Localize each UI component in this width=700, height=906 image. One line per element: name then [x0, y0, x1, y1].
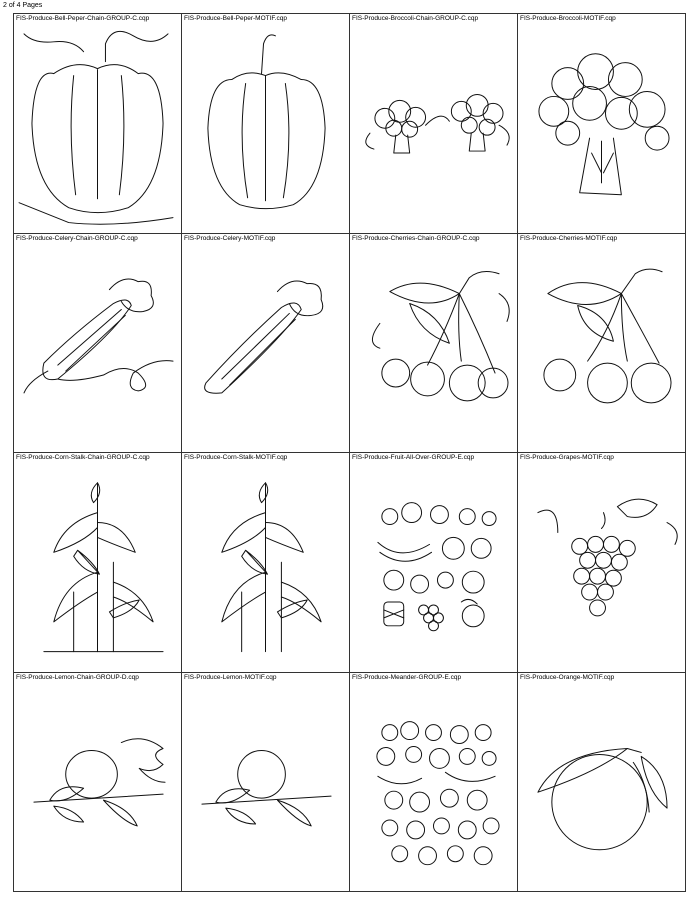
pattern-title: FIS-Produce-Celery-Chain-GROUP-C.cqp [16, 234, 138, 242]
pattern-cell-corn-stalk-chain[interactable] [14, 453, 182, 673]
bell-pepper-chain-icon [14, 14, 181, 233]
pattern-cell-meander[interactable] [350, 673, 518, 893]
pattern-cell-bell-pepper[interactable] [182, 14, 350, 234]
pattern-cell-lemon[interactable] [182, 673, 350, 893]
pattern-title: FIS-Produce-Orange-MOTIF.cqp [520, 673, 615, 681]
pattern-grid [13, 13, 686, 892]
pattern-cell-broccoli-chain[interactable] [350, 14, 518, 234]
grapes-icon [518, 453, 685, 672]
pattern-title: FIS-Produce-Fruit-All-Over-GROUP-E.cqp [352, 454, 475, 461]
cherries-chain-icon [350, 234, 517, 453]
lemon-chain-icon [14, 673, 181, 892]
pattern-cell-celery[interactable] [182, 234, 350, 454]
pattern-cell-grapes[interactable] [518, 453, 686, 673]
pattern-title: FIS-Produce-Grapes-MOTIF.cqp [520, 454, 614, 461]
pattern-title: FIS-Produce-Bell-Peper-MOTIF.cqp [184, 15, 287, 22]
meander-icon [350, 673, 517, 892]
pattern-title: FIS-Produce-Cherries-Chain-GROUP-C.cqp [352, 234, 480, 242]
cherries-icon [518, 234, 685, 453]
broccoli-chain-icon [350, 14, 517, 233]
pattern-title: FIS-Produce-Corn-Stalk-Chain-GROUP-C.cqp [16, 454, 150, 461]
pattern-cell-orange[interactable] [518, 673, 686, 893]
pattern-cell-celery-chain[interactable] [14, 234, 182, 454]
pattern-title: FIS-Produce-Bell-Peper-Chain-GROUP-C.cqp [16, 15, 150, 22]
orange-icon [518, 673, 685, 892]
page-counter: 2 of 4 Pages [3, 2, 43, 9]
bell-pepper-icon [182, 14, 349, 233]
pattern-cell-broccoli[interactable] [518, 14, 686, 234]
pattern-title: FIS-Produce-Lemon-Chain-GROUP-D.cqp [16, 673, 139, 681]
broccoli-icon [518, 14, 685, 233]
corn-stalk-icon [182, 453, 349, 672]
lemon-icon [182, 673, 349, 892]
pattern-title: FIS-Produce-Broccoli-MOTIF.cqp [520, 15, 616, 22]
corn-stalk-chain-icon [14, 453, 181, 672]
pattern-title: FIS-Produce-Broccoli-Chain-GROUP-C.cqp [352, 15, 479, 22]
pattern-title: FIS-Produce-Celery-MOTIF.cqp [184, 234, 276, 242]
fruit-all-over-icon [350, 453, 517, 672]
pattern-title: FIS-Produce-Corn-Stalk-MOTIF.cqp [184, 454, 288, 461]
pattern-cell-cherries[interactable] [518, 234, 686, 454]
pattern-title: FIS-Produce-Lemon-MOTIF.cqp [184, 673, 277, 681]
pattern-cell-bell-pepper-chain[interactable] [14, 14, 182, 234]
pattern-cell-cherries-chain[interactable] [350, 234, 518, 454]
pattern-cell-lemon-chain[interactable] [14, 673, 182, 893]
pattern-title: FIS-Produce-Meander-GROUP-E.cqp [352, 673, 462, 681]
celery-chain-icon [14, 234, 181, 453]
pattern-cell-corn-stalk[interactable] [182, 453, 350, 673]
celery-icon [182, 234, 349, 453]
pattern-cell-fruit-all-over[interactable] [350, 453, 518, 673]
pattern-title: FIS-Produce-Cherries-MOTIF.cqp [520, 234, 618, 242]
